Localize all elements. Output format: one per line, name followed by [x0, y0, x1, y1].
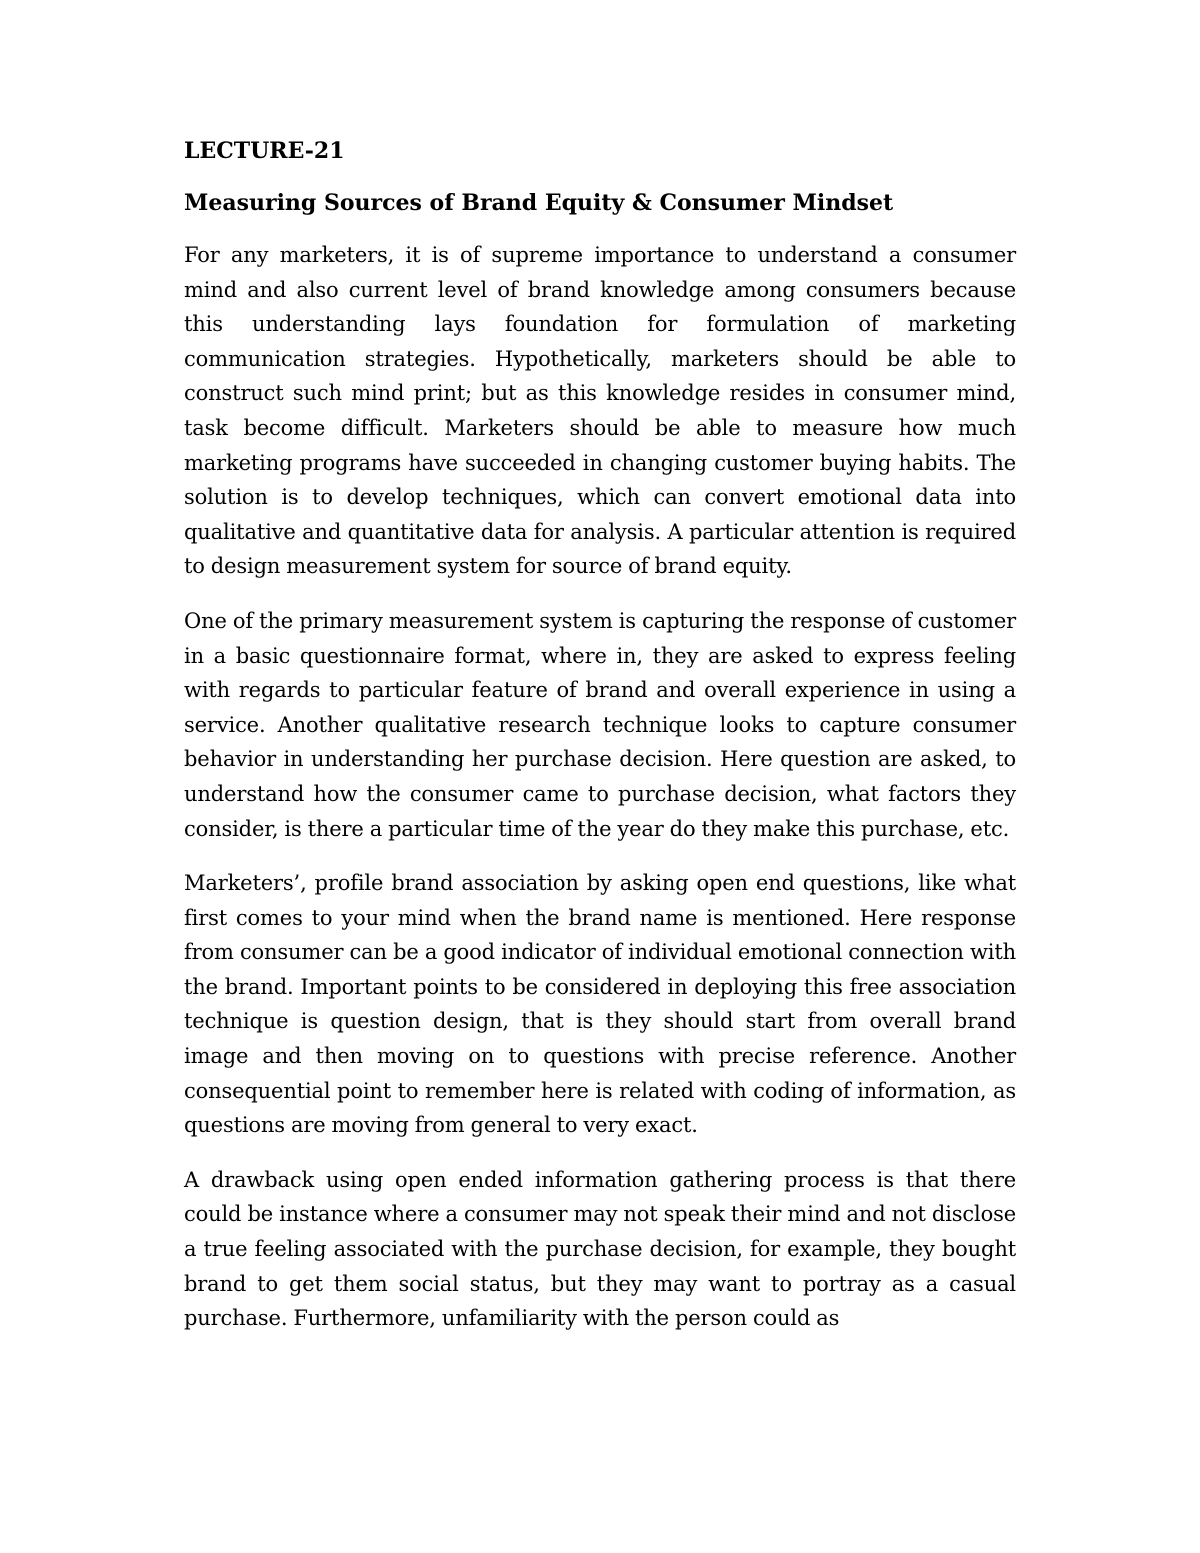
paragraph-4: A drawback using open ended information gathering process is that there could be instance where a consumer may not speak their mind and not disclose a true feeling associated with the purchase decision, for example, they bought brand to get them social status, but they may want to portray as a casual purchase. Furthermore, unfamiliarity with the person could as [184, 1167, 1016, 1331]
paragraph-2: One of the primary measurement system is capturing the response of customer in a basic questionnaire format, where in, they are asked to express feeling with regards to particular feature of brand and overall experience in using a service. Another qualitative research technique looks to capture consumer behavior in understanding her purchase decision. Here question are asked, to understand how the consumer came to purchase decision, what factors they consider, is there a particular time of the year do they make this purchase, etc. [184, 608, 1016, 841]
document-body [184, 134, 1016, 1356]
paragraph-1: For any marketers, it is of supreme importance to understand a consumer mind and also current level of brand knowledge among consumers because this understanding lays foundation for formulation of marketing communication strategies. Hypothetically, marketers should be able to construct such mind print; but as this knowledge resides in consumer mind, task become difficult. Marketers should be able to measure how much marketing programs have succeeded in changing customer buying habits. The solution is to develop techniques, which can convert emotional data into qualitative and quantitative data for analysis. A particular attention is required to design measurement system for source of brand equity. [184, 243, 1016, 579]
paragraph-3: Marketers’, profile brand association by asking open end questions, like what first comes to your mind when the brand name is mentioned. Here response from consumer can be a good indicator of individual emotional connection with the brand. Important points to be considered in deploying this free association technique is question design, that is they should start from overall brand image and then moving on to questions with precise reference. Another consequential point to remember here is related with coding of information, as questions are moving from general to very exact. [184, 871, 1016, 1138]
page-title: Measuring Sources of Brand Equity & Consumer Mindset [184, 190, 894, 216]
lecture-label: LECTURE-21 [184, 138, 345, 164]
